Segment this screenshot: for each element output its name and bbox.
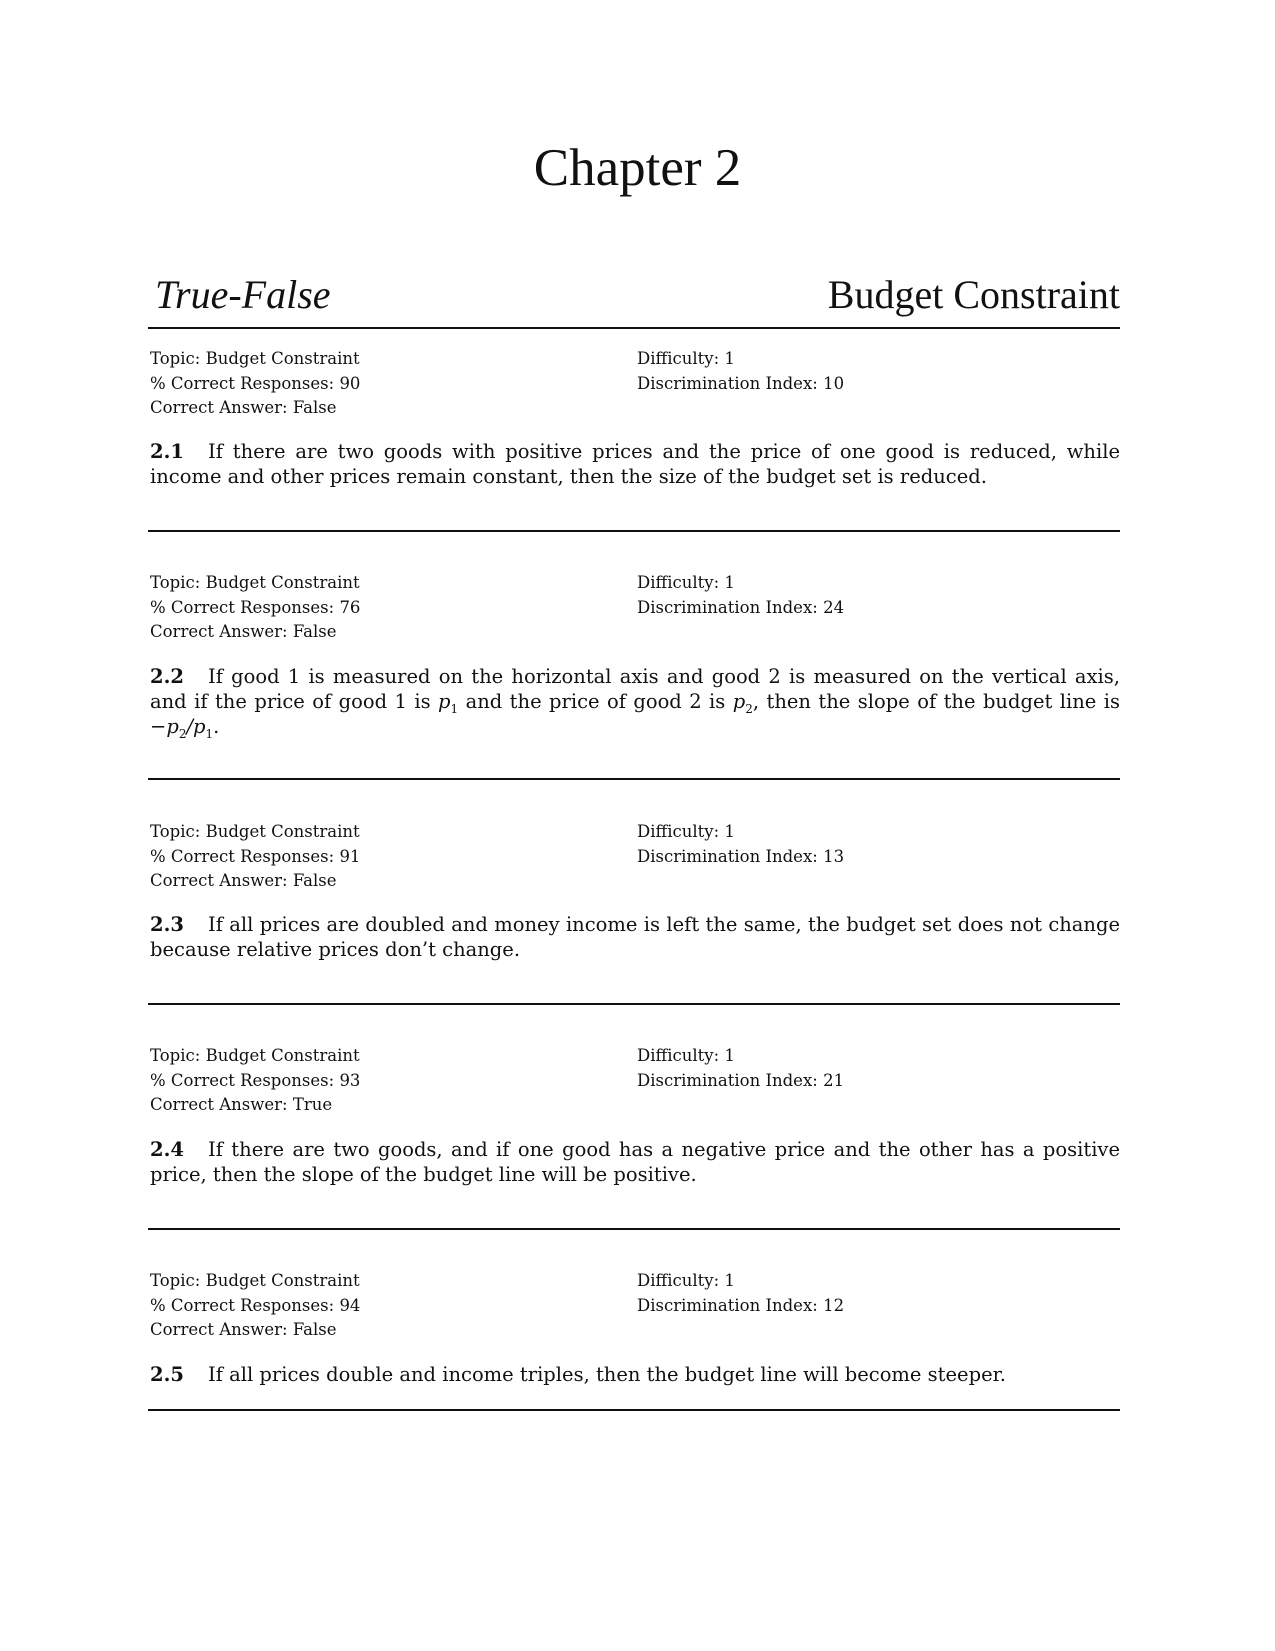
topic-value: Budget Constraint xyxy=(205,1046,360,1065)
discrimination-value: 12 xyxy=(823,1295,845,1315)
correct-answer-line: Correct Answer: True xyxy=(150,1095,333,1114)
question-2-1 xyxy=(150,439,1120,489)
divider xyxy=(148,778,1120,780)
topic-line: Topic: Budget Constraint xyxy=(150,822,360,841)
percent-correct-value: 93 xyxy=(339,1070,361,1090)
section-topic-heading: Budget Constraint xyxy=(827,272,1120,317)
question-2-4 xyxy=(150,1137,1120,1187)
correct-answer-value: True xyxy=(292,1095,333,1114)
question-2-5 xyxy=(150,1362,1120,1387)
divider xyxy=(148,1409,1120,1411)
topic-line: Topic: Budget Constraint xyxy=(150,1271,360,1290)
chapter-title: Chapter 2 xyxy=(533,139,742,197)
difficulty-line: Difficulty: 1 xyxy=(637,1271,735,1290)
section-header xyxy=(148,270,1120,320)
topic-value: Budget Constraint xyxy=(205,822,360,841)
correct-answer-value: False xyxy=(292,398,337,417)
divider xyxy=(148,1003,1120,1005)
discrimination-value: 24 xyxy=(823,597,845,617)
math-p2: $p_2$ xyxy=(732,690,753,716)
discrimination-line: Discrimination Index: 10 xyxy=(637,373,845,393)
divider xyxy=(148,1228,1120,1230)
percent-correct-value: 76 xyxy=(339,597,361,617)
percent-correct-value: 94 xyxy=(339,1295,361,1315)
topic-value: Budget Constraint xyxy=(205,349,360,368)
correct-answer-line: Correct Answer: False xyxy=(150,398,337,417)
question-number: 2.4 xyxy=(150,1138,184,1161)
difficulty-line: Difficulty: 1 xyxy=(637,573,735,592)
percent-correct-value: 91 xyxy=(339,846,361,866)
difficulty-line: Difficulty: 1 xyxy=(637,822,735,841)
percent-correct-line: % Correct Responses: 90 xyxy=(150,373,361,393)
topic-value: Budget Constraint xyxy=(205,1271,360,1290)
math-p1: $p_1$ xyxy=(438,690,459,716)
question-text: If all prices are doubled and money income is left the same, the budget set does not change because relative prices don’t change. xyxy=(150,913,1120,961)
question-number: 2.2 xyxy=(150,665,184,688)
question-text: If there are two goods with positive prices and the price of one good is reduced, while income and other prices remain constant, then the size of the budget set is reduced. xyxy=(150,440,1120,488)
percent-correct-value: 90 xyxy=(339,373,361,393)
correct-answer-value: False xyxy=(292,622,337,641)
discrimination-value: 21 xyxy=(823,1070,845,1090)
divider xyxy=(148,530,1120,532)
question-number: 2.3 xyxy=(150,913,184,936)
topic-line: Topic: Budget Constraint xyxy=(150,349,360,368)
question-2-2: 2.2 If good 1 is measured on the horizontal axis and good 2 is measured on the vertical axis, and if the price of good 1 is $p_1$ and the price of good 2 is $p_2$, then the slope of the budget line is $-p_2/p_1$. xyxy=(150,665,1120,741)
discrimination-line: Discrimination Index: 13 xyxy=(637,846,845,866)
correct-answer-value: False xyxy=(292,871,337,890)
discrimination-value: 13 xyxy=(823,846,845,866)
difficulty-value: 1 xyxy=(724,1271,735,1290)
topic-line: Topic: Budget Constraint xyxy=(150,1046,360,1065)
section-type: True-False xyxy=(155,272,331,317)
question-number: 2.5 xyxy=(150,1363,184,1386)
percent-correct-line: % Correct Responses: 76 xyxy=(150,597,361,617)
difficulty-value: 1 xyxy=(724,1046,735,1065)
difficulty-line: Difficulty: 1 xyxy=(637,349,735,368)
percent-correct-line: % Correct Responses: 91 xyxy=(150,846,361,866)
difficulty-line: Difficulty: 1 xyxy=(637,1046,735,1065)
discrimination-line: Discrimination Index: 21 xyxy=(637,1070,845,1090)
question-text: If there are two goods, and if one good has a negative price and the other has a positive price, then the slope of the budget line will be positive. xyxy=(150,1138,1120,1186)
discrimination-line: Discrimination Index: 12 xyxy=(637,1295,845,1315)
difficulty-value: 1 xyxy=(724,822,735,841)
difficulty-value: 1 xyxy=(724,573,735,592)
difficulty-value: 1 xyxy=(724,349,735,368)
discrimination-value: 10 xyxy=(823,373,845,393)
topic-line: Topic: Budget Constraint xyxy=(150,573,360,592)
correct-answer-line: Correct Answer: False xyxy=(150,622,337,641)
correct-answer-line: Correct Answer: False xyxy=(150,871,337,890)
correct-answer-value: False xyxy=(292,1320,337,1339)
correct-answer-line: Correct Answer: False xyxy=(150,1320,337,1339)
topic-value: Budget Constraint xyxy=(205,573,360,592)
percent-correct-line: % Correct Responses: 93 xyxy=(150,1070,361,1090)
math-slope: $-p_2/p_1$ xyxy=(150,715,214,741)
question-text: If all prices double and income triples, then the budget line will become steeper. xyxy=(208,1363,1006,1386)
discrimination-line: Discrimination Index: 24 xyxy=(637,597,845,617)
divider xyxy=(148,327,1120,329)
question-number: 2.1 xyxy=(150,440,184,463)
question-2-3 xyxy=(150,912,1120,962)
percent-correct-line: % Correct Responses: 94 xyxy=(150,1295,361,1315)
